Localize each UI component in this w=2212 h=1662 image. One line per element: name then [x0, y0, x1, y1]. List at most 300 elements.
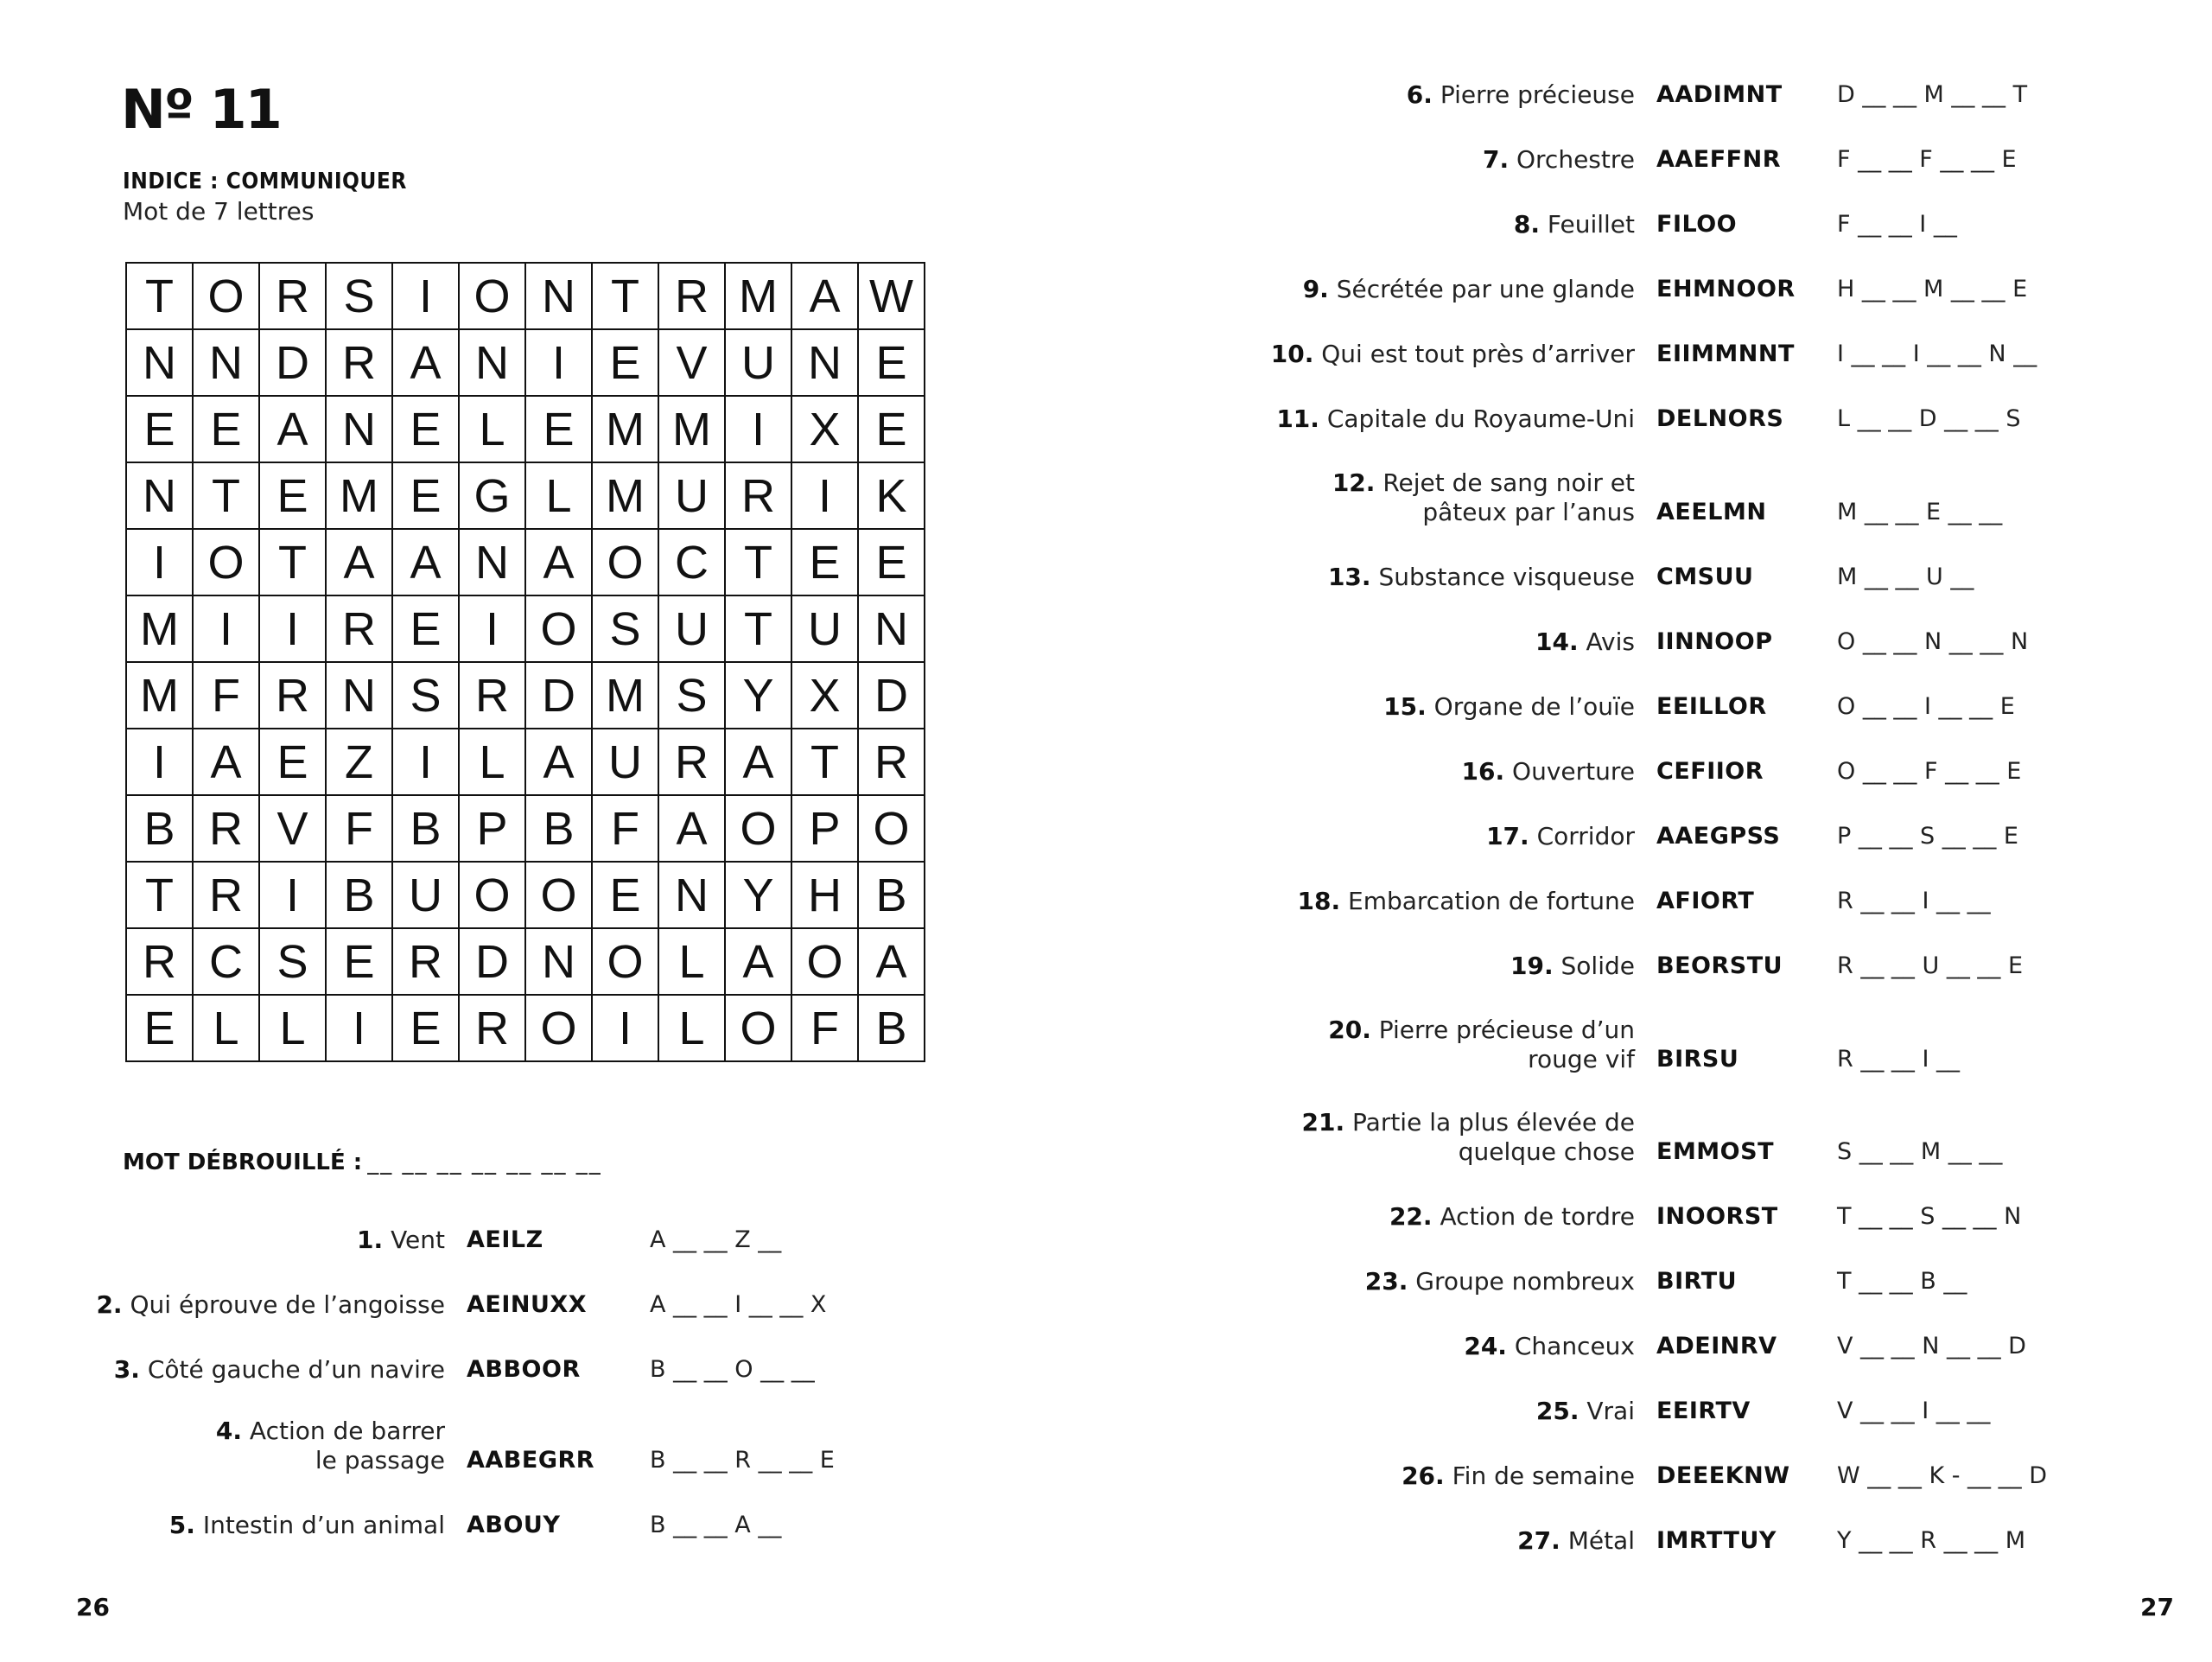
grid-cell[interactable]: K [859, 463, 925, 530]
grid-cell[interactable]: B [393, 796, 460, 863]
grid-cell[interactable]: M [327, 463, 393, 530]
grid-cell[interactable]: S [327, 264, 393, 330]
clue-definition [1365, 1267, 1635, 1296]
clue-number: 17. [1486, 822, 1529, 850]
clue-definition [1389, 1202, 1635, 1232]
grid-cell[interactable]: V [260, 796, 327, 863]
word-length-note: Mot de 7 lettres [123, 197, 315, 226]
grid-cell[interactable]: C [194, 929, 260, 996]
clue-answer-pattern[interactable]: R __ __ I __ [1837, 1046, 1961, 1073]
clue-answer-pattern[interactable]: V __ __ I __ __ [1837, 1398, 1991, 1424]
grid-cell[interactable]: E [327, 929, 393, 996]
grid-cell[interactable]: A [659, 796, 726, 863]
grid-cell[interactable]: E [393, 596, 460, 663]
grid-cell[interactable]: A [194, 729, 260, 796]
grid-cell[interactable]: X [792, 663, 859, 729]
grid-cell[interactable]: O [593, 530, 659, 596]
clue-scrambled-letters: ABOUY [467, 1512, 561, 1538]
clue-answer-pattern[interactable]: M __ __ E __ __ [1837, 499, 2003, 525]
clue-definition-line1: Groupe nombreux [1415, 1267, 1635, 1296]
clue-definition-line1: Chanceux [1514, 1332, 1635, 1360]
grid-cell[interactable]: U [726, 330, 792, 397]
clue-number: 26. [1402, 1461, 1445, 1490]
puzzle-title: Nº 11 [121, 78, 281, 141]
clue-row [1106, 240, 2212, 304]
clue-row [1106, 1362, 2212, 1426]
clue-scrambled-letters: IMRTTUY [1656, 1527, 1777, 1554]
clue-number: 5. [168, 1511, 195, 1539]
grid-cell[interactable]: R [460, 663, 526, 729]
clue-definition-line1: Action de tordre [1440, 1202, 1635, 1231]
clue-definition-line1: Feuillet [1547, 210, 1635, 239]
clue-row [0, 1476, 1106, 1540]
grid-cell[interactable]: I [792, 463, 859, 530]
clue-definition [169, 1511, 445, 1540]
grid-cell[interactable]: S [659, 663, 726, 729]
clue-answer-pattern[interactable]: T __ __ S __ __ N [1837, 1203, 2022, 1230]
grid-cell[interactable]: M [127, 663, 194, 729]
clue-definition [1536, 1397, 1635, 1426]
clue-row [1106, 1010, 2212, 1074]
puzzle-hint: INDICE : COMMUNIQUER [123, 169, 407, 194]
grid-cell[interactable]: F [194, 663, 260, 729]
grid-cell[interactable]: I [593, 996, 659, 1062]
grid-cell[interactable]: L [460, 397, 526, 463]
grid-cell[interactable]: D [460, 929, 526, 996]
grid-cell[interactable]: I [526, 330, 593, 397]
clue-definition-line1: Organe de l’ouïe [1433, 692, 1635, 721]
clue-scrambled-letters: AABEGRR [467, 1447, 595, 1474]
grid-cell[interactable]: A [260, 397, 327, 463]
grid-cell[interactable]: N [659, 863, 726, 929]
grid-cell[interactable]: M [726, 264, 792, 330]
clue-definition-line2: quelque chose [1458, 1137, 1635, 1166]
clue-number: 10. [1270, 340, 1314, 368]
clue-scrambled-letters: AEILZ [467, 1226, 543, 1253]
clue-row [1106, 1168, 2212, 1232]
clue-row [1106, 175, 2212, 239]
clue-scrambled-letters: DELNORS [1656, 405, 1784, 432]
grid-cell[interactable]: S [393, 663, 460, 729]
grid-cell[interactable]: B [327, 863, 393, 929]
grid-cell[interactable]: N [127, 330, 194, 397]
clue-definition-line2: rouge vif [1528, 1045, 1635, 1073]
clue-answer-pattern[interactable]: O __ __ F __ __ E [1837, 758, 2022, 785]
grid-cell[interactable]: F [327, 796, 393, 863]
clue-row [1106, 463, 2212, 527]
clue-scrambled-letters: EHMNOOR [1656, 276, 1796, 302]
grid-cell[interactable]: A [393, 530, 460, 596]
grid-cell[interactable]: T [593, 264, 659, 330]
clue-row [1106, 593, 2212, 657]
grid-cell[interactable]: O [859, 796, 925, 863]
clue-number: 6. [1406, 80, 1433, 109]
grid-cell[interactable]: F [593, 796, 659, 863]
clue-answer-pattern[interactable]: T __ __ B __ [1837, 1268, 1967, 1295]
grid-cell[interactable]: U [659, 463, 726, 530]
clue-number: 9. [1302, 275, 1329, 303]
grid-cell[interactable]: M [659, 397, 726, 463]
grid-cell[interactable]: E [127, 397, 194, 463]
clue-answer-pattern[interactable]: Y __ __ R __ __ M [1837, 1527, 2026, 1554]
grid-cell[interactable]: E [792, 530, 859, 596]
clue-number: 11. [1276, 404, 1319, 433]
clue-definition [1517, 1526, 1635, 1556]
grid-cell[interactable]: N [792, 330, 859, 397]
clue-definition-line1: Métal [1567, 1526, 1635, 1555]
clue-row [1106, 111, 2212, 175]
grid-cell[interactable]: A [726, 929, 792, 996]
unscrambled-word-line [123, 1149, 602, 1175]
clue-row [1106, 1492, 2212, 1556]
clue-scrambled-letters: AFIORT [1656, 888, 1755, 914]
grid-cell[interactable]: X [792, 397, 859, 463]
clue-number: 19. [1510, 952, 1554, 980]
clue-answer-pattern[interactable]: S __ __ M __ __ [1837, 1138, 2003, 1165]
clue-answer-pattern[interactable]: A __ __ Z __ [650, 1226, 782, 1253]
grid-cell[interactable]: N [859, 596, 925, 663]
grid-cell[interactable]: E [393, 463, 460, 530]
clue-scrambled-letters: CMSUU [1656, 564, 1754, 590]
grid-cell[interactable]: E [393, 397, 460, 463]
unscramble-blanks[interactable]: __ __ __ __ __ __ __ [367, 1149, 602, 1175]
grid-cell[interactable]: I [260, 596, 327, 663]
grid-cell[interactable]: F [792, 996, 859, 1062]
grid-cell[interactable]: E [859, 530, 925, 596]
grid-cell[interactable]: A [526, 729, 593, 796]
clue-answer-pattern[interactable]: V __ __ N __ __ D [1837, 1333, 2026, 1360]
grid-cell[interactable]: M [127, 596, 194, 663]
clue-definition [1271, 340, 1635, 369]
grid-cell[interactable]: E [593, 330, 659, 397]
grid-cell[interactable]: R [327, 330, 393, 397]
grid-cell[interactable]: A [726, 729, 792, 796]
unscramble-label: MOT DÉBROUILLÉ : [123, 1149, 363, 1175]
clue-definition [1383, 692, 1635, 722]
grid-cell[interactable]: E [526, 397, 593, 463]
grid-cell[interactable]: V [659, 330, 726, 397]
grid-cell[interactable]: P [460, 796, 526, 863]
grid-cell[interactable]: R [726, 463, 792, 530]
clue-definition [1462, 757, 1635, 786]
clue-definition-line1: Action de barrer [249, 1417, 445, 1445]
grid-cell[interactable]: Y [726, 863, 792, 929]
clue-row [1106, 917, 2212, 981]
grid-cell[interactable]: Y [726, 663, 792, 729]
grid-cell[interactable]: E [859, 397, 925, 463]
grid-cell[interactable]: N [127, 463, 194, 530]
grid-cell[interactable]: A [327, 530, 393, 596]
clue-definition-line1: Avis [1586, 627, 1635, 656]
clue-scrambled-letters: AEELMN [1656, 499, 1767, 525]
clue-row [1106, 723, 2212, 786]
clue-scrambled-letters: AAEGPSS [1656, 823, 1781, 850]
clue-definition-line1: Qui est tout près d’arriver [1321, 340, 1635, 368]
grid-cell[interactable]: A [792, 264, 859, 330]
clue-number: 21. [1301, 1108, 1345, 1137]
grid-cell[interactable]: M [593, 663, 659, 729]
grid-cell[interactable]: I [327, 996, 393, 1062]
clue-number: 8. [1513, 210, 1540, 239]
grid-cell[interactable]: U [792, 596, 859, 663]
grid-cell[interactable]: L [659, 996, 726, 1062]
grid-cell[interactable]: I [726, 397, 792, 463]
clue-definition-line2: le passage [315, 1446, 445, 1474]
grid-cell[interactable]: T [194, 463, 260, 530]
grid-cell[interactable]: R [460, 996, 526, 1062]
grid-cell[interactable]: C [659, 530, 726, 596]
clue-row [0, 1256, 1106, 1320]
grid-cell[interactable]: D [260, 330, 327, 397]
grid-cell[interactable]: T [127, 264, 194, 330]
clue-answer-pattern[interactable]: R __ __ I __ __ [1837, 888, 1991, 914]
grid-cell[interactable]: E [194, 397, 260, 463]
clue-definition-line1: Rejet de sang noir et [1382, 468, 1635, 497]
clue-definition [1298, 887, 1636, 916]
clue-definition [1514, 210, 1635, 239]
clue-answer-pattern[interactable]: W __ __ K - __ __ D [1837, 1462, 2048, 1489]
page-number-left: 26 [76, 1593, 110, 1621]
clue-definition [1486, 822, 1635, 851]
grid-cell[interactable]: R [393, 929, 460, 996]
clue-answer-pattern[interactable]: F __ __ I __ [1837, 211, 1957, 238]
grid-cell[interactable]: M [593, 397, 659, 463]
clue-definition-line1: Corridor [1536, 822, 1635, 850]
grid-cell[interactable]: B [127, 796, 194, 863]
clue-number: 16. [1461, 757, 1505, 786]
clue-row [1106, 658, 2212, 722]
clue-answer-pattern[interactable]: B __ __ R __ __ E [650, 1447, 835, 1474]
clue-scrambled-letters: EMMOST [1656, 1138, 1774, 1165]
clue-number: 25. [1535, 1397, 1580, 1425]
clue-definition-line2: pâteux par l’anus [1422, 498, 1635, 526]
clue-scrambled-letters: EEILLOR [1656, 693, 1767, 720]
grid-cell[interactable]: M [593, 463, 659, 530]
grid-cell[interactable]: E [260, 463, 327, 530]
clue-definition [1328, 563, 1635, 592]
clue-definition [1332, 468, 1635, 527]
grid-cell[interactable]: I [127, 729, 194, 796]
grid-cell[interactable]: R [260, 663, 327, 729]
clue-answer-pattern[interactable]: B __ __ O __ __ [650, 1356, 815, 1383]
clue-answer-pattern[interactable]: M __ __ U __ [1837, 564, 1974, 590]
grid-cell[interactable]: N [526, 929, 593, 996]
grid-cell[interactable]: E [260, 729, 327, 796]
clue-scrambled-letters: AEINUXX [467, 1291, 588, 1318]
grid-cell[interactable]: T [127, 863, 194, 929]
clue-definition [1510, 952, 1635, 981]
clue-definition [1402, 1461, 1635, 1491]
clue-number: 12. [1332, 468, 1376, 497]
clue-scrambled-letters: EEIRTV [1656, 1398, 1751, 1424]
grid-cell[interactable]: B [859, 863, 925, 929]
grid-cell[interactable]: T [726, 596, 792, 663]
clue-number: 15. [1383, 692, 1427, 721]
grid-cell[interactable]: O [460, 264, 526, 330]
grid-cell[interactable]: A [393, 330, 460, 397]
grid-cell[interactable]: S [593, 596, 659, 663]
grid-cell[interactable]: S [260, 929, 327, 996]
grid-cell[interactable]: U [593, 729, 659, 796]
clue-definition-line1: Pierre précieuse d’un [1378, 1016, 1635, 1044]
grid-cell[interactable]: B [526, 796, 593, 863]
clue-number: 4. [215, 1417, 243, 1445]
clue-definition [1535, 627, 1635, 657]
grid-cell[interactable]: O [726, 796, 792, 863]
grid-cell[interactable]: O [194, 264, 260, 330]
clue-answer-pattern[interactable]: I __ __ I __ __ N __ [1837, 341, 2037, 367]
clue-number: 22. [1389, 1202, 1433, 1231]
grid-cell[interactable]: L [194, 996, 260, 1062]
clue-number: 7. [1482, 145, 1510, 174]
clue-number: 3. [113, 1355, 140, 1384]
grid-cell[interactable]: T [260, 530, 327, 596]
clue-scrambled-letters: INOORST [1656, 1203, 1778, 1230]
grid-cell[interactable]: U [393, 863, 460, 929]
clue-scrambled-letters: CEFIIOR [1656, 758, 1764, 785]
clue-number: 23. [1364, 1267, 1408, 1296]
clue-definition-line1: Qui éprouve de l’angoisse [130, 1290, 445, 1319]
clue-row [1106, 852, 2212, 916]
clue-definition-line1: Sécrétée par une glande [1336, 275, 1635, 303]
grid-cell[interactable]: A [859, 929, 925, 996]
grid-cell[interactable]: O [460, 863, 526, 929]
grid-cell[interactable]: R [327, 596, 393, 663]
grid-cell[interactable]: A [526, 530, 593, 596]
clue-definition-line1: Solide [1560, 952, 1635, 980]
clue-answer-pattern[interactable]: O __ __ N __ __ N [1837, 628, 2029, 655]
grid-cell[interactable]: R [260, 264, 327, 330]
grid-cell[interactable]: U [659, 596, 726, 663]
grid-cell[interactable]: L [460, 729, 526, 796]
grid-cell[interactable]: T [726, 530, 792, 596]
grid-cell[interactable]: N [194, 330, 260, 397]
clue-definition [216, 1417, 445, 1475]
grid-cell[interactable]: I [194, 596, 260, 663]
clue-definition-line1: Côté gauche d’un navire [147, 1355, 445, 1384]
clue-row [0, 1191, 1106, 1255]
clue-answer-pattern[interactable]: D __ __ M __ __ T [1837, 81, 2028, 108]
grid-cell[interactable]: E [593, 863, 659, 929]
clue-row [1106, 787, 2212, 851]
clue-number: 14. [1535, 627, 1579, 656]
grid-cell[interactable]: E [859, 330, 925, 397]
clue-scrambled-letters: DEEEKNW [1656, 1462, 1790, 1489]
grid-cell[interactable]: E [393, 996, 460, 1062]
grid-cell[interactable]: N [460, 330, 526, 397]
grid-cell[interactable]: I [393, 729, 460, 796]
clue-row [1106, 1427, 2212, 1491]
clue-definition [114, 1355, 445, 1385]
grid-cell[interactable]: N [460, 530, 526, 596]
grid-cell[interactable]: O [593, 929, 659, 996]
clue-number: 27. [1517, 1526, 1560, 1555]
word-search-grid [125, 262, 925, 1062]
grid-cell[interactable]: R [194, 796, 260, 863]
grid-cell[interactable]: O [526, 996, 593, 1062]
clue-definition [357, 1226, 445, 1255]
clue-scrambled-letters: AAEFFNR [1656, 146, 1782, 173]
grid-cell[interactable]: I [260, 863, 327, 929]
grid-cell[interactable]: D [859, 663, 925, 729]
grid-cell[interactable]: R [127, 929, 194, 996]
clue-number: 13. [1327, 563, 1371, 591]
grid-cell[interactable]: O [526, 596, 593, 663]
clue-row [1106, 1232, 2212, 1296]
clue-definition [1483, 145, 1635, 175]
clue-answer-pattern[interactable]: F __ __ F __ __ E [1837, 146, 2017, 173]
clue-scrambled-letters: EIIMMNNT [1656, 341, 1795, 367]
grid-cell[interactable]: L [526, 463, 593, 530]
clue-answer-pattern[interactable]: B __ __ A __ [650, 1512, 782, 1538]
grid-cell[interactable]: W [859, 264, 925, 330]
clue-definition-line1: Orchestre [1516, 145, 1635, 174]
clue-row [0, 1321, 1106, 1385]
grid-cell[interactable]: N [327, 663, 393, 729]
clue-answer-pattern[interactable]: A __ __ I __ __ X [650, 1291, 827, 1318]
clue-row [1106, 1103, 2212, 1167]
grid-cell[interactable]: L [260, 996, 327, 1062]
grid-cell[interactable]: O [792, 929, 859, 996]
clue-number: 18. [1297, 887, 1341, 915]
grid-cell[interactable]: N [327, 397, 393, 463]
grid-cell[interactable]: L [659, 929, 726, 996]
clue-answer-pattern[interactable]: H __ __ M __ __ E [1837, 276, 2028, 302]
clue-row [1106, 528, 2212, 592]
clue-answer-pattern[interactable]: L __ __ D __ __ S [1837, 405, 2021, 432]
clue-number: 1. [357, 1226, 384, 1254]
grid-cell[interactable]: R [659, 264, 726, 330]
grid-cell[interactable]: G [460, 463, 526, 530]
page-number-right: 27 [2140, 1593, 2174, 1621]
grid-cell[interactable]: B [859, 996, 925, 1062]
grid-cell[interactable]: D [526, 663, 593, 729]
clue-definition-line1: Vent [391, 1226, 445, 1254]
grid-cell[interactable]: Z [327, 729, 393, 796]
clue-scrambled-letters: IINNOOP [1656, 628, 1773, 655]
grid-cell[interactable]: I [460, 596, 526, 663]
clue-definition [1302, 1108, 1635, 1167]
clue-answer-pattern[interactable]: P __ __ S __ __ E [1837, 823, 2018, 850]
clue-scrambled-letters: AADIMNT [1656, 81, 1783, 108]
clue-definition-line1: Partie la plus élevée de [1352, 1108, 1635, 1137]
grid-cell[interactable]: T [792, 729, 859, 796]
grid-cell[interactable]: O [726, 996, 792, 1062]
grid-cell[interactable]: R [194, 863, 260, 929]
grid-cell[interactable]: O [194, 530, 260, 596]
grid-cell[interactable]: N [526, 264, 593, 330]
grid-cell[interactable]: R [659, 729, 726, 796]
clue-definition [1464, 1332, 1635, 1361]
clue-definition-line1: Pierre précieuse [1440, 80, 1635, 109]
grid-cell[interactable]: P [792, 796, 859, 863]
clue-row [1106, 305, 2212, 369]
clue-definition [96, 1290, 445, 1320]
clue-answer-pattern[interactable]: R __ __ U __ __ E [1837, 952, 2024, 979]
clue-answer-pattern[interactable]: O __ __ I __ __ E [1837, 693, 2015, 720]
grid-cell[interactable]: O [526, 863, 593, 929]
grid-cell[interactable]: I [127, 530, 194, 596]
grid-cell[interactable]: R [859, 729, 925, 796]
grid-cell[interactable]: E [127, 996, 194, 1062]
clue-scrambled-letters: FILOO [1656, 211, 1738, 238]
grid-cell[interactable]: H [792, 863, 859, 929]
clue-number: 24. [1464, 1332, 1507, 1360]
clue-row [1106, 46, 2212, 110]
clue-definition [1276, 404, 1635, 434]
grid-cell[interactable]: I [393, 264, 460, 330]
clue-definition [1303, 275, 1635, 304]
